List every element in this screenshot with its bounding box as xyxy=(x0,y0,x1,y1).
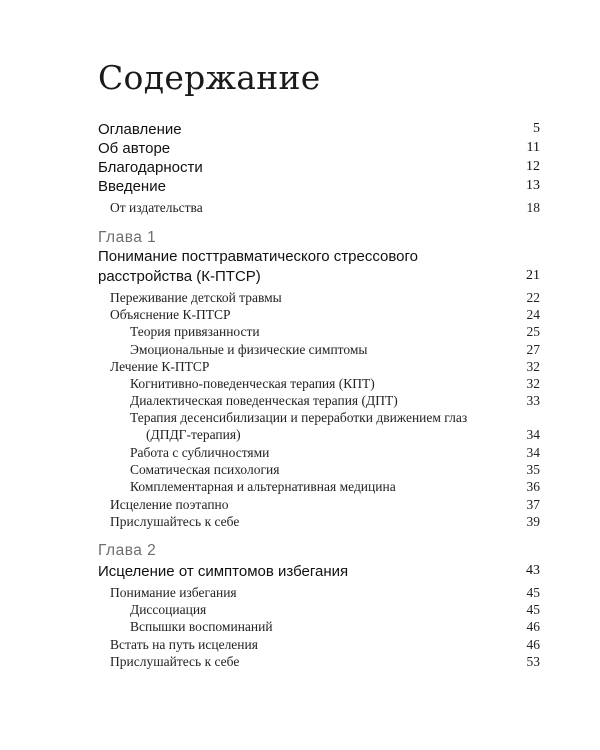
toc-entry-page: 5 xyxy=(533,121,540,136)
toc-entry-page: 22 xyxy=(526,290,540,305)
toc-entry-page: 45 xyxy=(526,585,540,600)
toc-entry-title: Лечение К-ПТСР xyxy=(110,359,210,374)
toc-entry-title: Исцеление поэтапно xyxy=(110,497,229,512)
toc-entry-page: 32 xyxy=(526,376,540,391)
chapter-1-title-line2[interactable] xyxy=(0,268,600,290)
toc-entry-page: 32 xyxy=(526,359,540,374)
toc-entry-page: 39 xyxy=(526,514,540,529)
toc-entry-page: 34 xyxy=(526,445,540,460)
toc-entry-page: 11 xyxy=(526,140,540,155)
chapter-1-title-line1[interactable] xyxy=(0,248,600,270)
page-title: Содержание xyxy=(98,58,321,98)
toc-entry-page: 36 xyxy=(526,479,540,494)
toc-entry-title: Соматическая психология xyxy=(130,462,280,477)
toc-entry-title: Введение xyxy=(98,178,166,195)
toc-entry[interactable] xyxy=(0,514,600,536)
toc-entry-page: 45 xyxy=(526,602,540,617)
chapter-2-title[interactable] xyxy=(0,563,600,585)
toc-entry-introduction[interactable] xyxy=(0,178,600,200)
toc-entry-page: 35 xyxy=(526,462,540,477)
toc-entry-page: 33 xyxy=(526,393,540,408)
toc-entry-title: Прислушайтесь к себе xyxy=(110,514,240,529)
toc-entry-title: Диссоциация xyxy=(130,602,207,617)
toc-entry-page: 46 xyxy=(526,619,540,634)
toc-entry-title: Благодарности xyxy=(98,159,203,176)
toc-entry-title: Оглавление xyxy=(98,121,182,138)
toc-entry-title: Эмоциональные и физические симптомы xyxy=(130,342,368,357)
chapter-2-label: Глава 2 xyxy=(98,542,157,559)
toc-entry-title: Об авторе xyxy=(98,140,171,157)
toc-entry-page: 24 xyxy=(526,307,540,322)
toc-entry-title: Работа с субличностями xyxy=(130,445,270,460)
toc-entry[interactable] xyxy=(0,654,600,676)
toc-entry-page: 12 xyxy=(526,159,540,174)
toc-entry-title: (ДПДГ-терапия) xyxy=(146,427,241,442)
toc-entry-title: Переживание детской травмы xyxy=(110,290,282,305)
toc-entry-title: Терапия десенсибилизации и переработки движением глаз xyxy=(130,410,468,425)
toc-entry-title: Когнитивно-поведенческая терапия (КПТ) xyxy=(130,376,375,391)
toc-entry-title: Прислушайтесь к себе xyxy=(110,654,240,669)
toc-entry-from-publisher[interactable] xyxy=(0,200,600,222)
toc-entry-page: 43 xyxy=(526,563,540,578)
toc-entry-page: 25 xyxy=(526,324,540,339)
toc-entry-title: Теория привязанности xyxy=(130,324,260,339)
toc-entry-title: Понимание избегания xyxy=(110,585,237,600)
toc-entry-title: Диалектическая поведенческая терапия (ДПТ) xyxy=(130,393,398,408)
toc-entry-page: 46 xyxy=(526,637,540,652)
toc-entry-page: 18 xyxy=(526,200,540,215)
chapter-1-label: Глава 1 xyxy=(98,229,157,246)
toc-entry-title: расстройства (К-ПТСР) xyxy=(98,268,261,285)
toc-entry-page: 37 xyxy=(526,497,540,512)
toc-entry-page: 53 xyxy=(526,654,540,669)
toc-entry-title: Исцеление от симптомов избегания xyxy=(98,563,349,580)
toc-entry-title: Встать на путь исцеления xyxy=(110,637,258,652)
toc-entry-page: 27 xyxy=(526,342,540,357)
toc-entry-title: Комплементарная и альтернативная медицина xyxy=(130,479,396,494)
toc-entry-title: Вспышки воспоминаний xyxy=(130,619,273,634)
toc-entry-title: Понимание посттравматического стрессового xyxy=(98,248,418,265)
toc-entry-page: 13 xyxy=(526,178,540,193)
toc-entry-page: 21 xyxy=(526,268,540,283)
toc-entry-title: Объяснение К-ПТСР xyxy=(110,307,231,322)
toc-entry-title: От издательства xyxy=(110,200,203,215)
toc-entry-page: 34 xyxy=(526,427,540,442)
